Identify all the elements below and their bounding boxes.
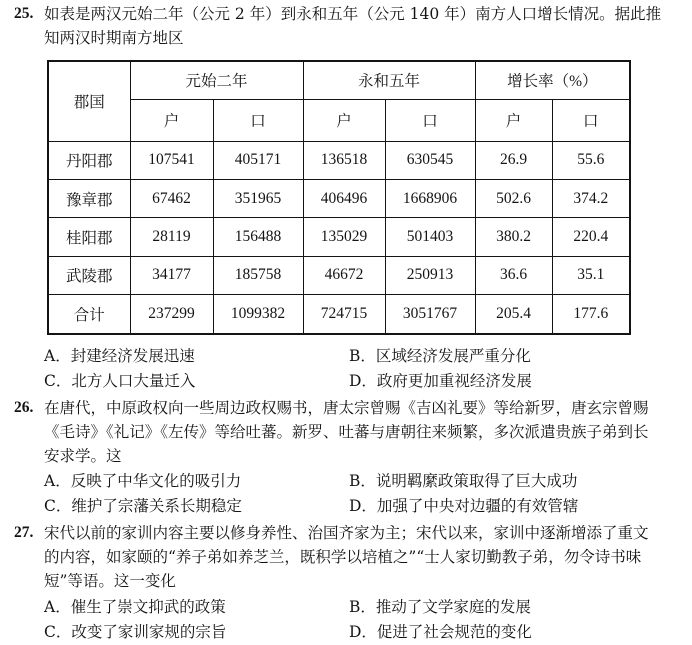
option-d[interactable]: D．加强了中央对边疆的有效管辖	[349, 497, 579, 515]
table-cell: 26.9	[475, 141, 552, 179]
table-cell: 136518	[303, 141, 385, 179]
table-cell: 丹阳郡	[48, 141, 130, 179]
question-number: 25.	[14, 5, 34, 22]
question-number: 26.	[14, 399, 34, 416]
table-cell: 374.2	[552, 179, 630, 217]
table-row	[48, 218, 630, 256]
header-group: 永和五年	[303, 61, 475, 99]
option-a[interactable]: A．封建经济发展迅速	[44, 347, 195, 365]
table-cell: 156488	[213, 218, 303, 256]
table-cell: 1668906	[385, 179, 475, 217]
header-prefecture: 郡国	[48, 61, 130, 141]
table-cell: 36.6	[475, 256, 552, 294]
table-cell: 501403	[385, 218, 475, 256]
table-cell: 35.1	[552, 256, 630, 294]
table-cell: 380.2	[475, 218, 552, 256]
table-cell: 185758	[213, 256, 303, 294]
table-cell: 34177	[130, 256, 213, 294]
table-cell: 豫章郡	[48, 179, 130, 217]
question-stem: 安求学。这	[44, 447, 122, 465]
header-group: 增长率（%）	[475, 61, 630, 99]
table-cell: 1099382	[213, 295, 303, 334]
table-row	[48, 141, 630, 179]
option-c[interactable]: C．维护了宗藩关系长期稳定	[44, 497, 242, 515]
table-cell: 724715	[303, 295, 385, 334]
table-cell: 351965	[213, 179, 303, 217]
table-cell: 177.6	[552, 295, 630, 334]
table-cell: 220.4	[552, 218, 630, 256]
header-group: 元始二年	[130, 61, 303, 99]
table-cell: 205.4	[475, 295, 552, 334]
table-cell: 135029	[303, 218, 385, 256]
question-stem: 如表是两汉元始二年（公元 2 年）到永和五年（公元 140 年）南方人口增长情况。据此推	[44, 5, 662, 23]
table-row	[48, 256, 630, 294]
question-number: 27.	[14, 524, 34, 541]
table-cell: 55.6	[552, 141, 630, 179]
table-cell: 250913	[385, 256, 475, 294]
header-sub: 口	[385, 99, 475, 141]
table-cell: 237299	[130, 295, 213, 334]
table-cell: 合计	[48, 295, 130, 334]
table-cell: 630545	[385, 141, 475, 179]
option-b[interactable]: B．区域经济发展严重分化	[349, 347, 531, 365]
option-c[interactable]: C．北方人口大量迁入	[44, 372, 196, 390]
table-cell: 107541	[130, 141, 213, 179]
table-cell: 502.6	[475, 179, 552, 217]
option-b[interactable]: B．推动了文学家庭的发展	[349, 598, 531, 616]
question-stem: 《毛诗》《礼记》《左传》等给吐蕃。新罗、吐蕃与唐朝往来频繁，多次派遣贵族子弟到长	[44, 423, 649, 441]
header-sub: 口	[552, 99, 630, 141]
table-cell: 武陵郡	[48, 256, 130, 294]
option-a[interactable]: A．反映了中华文化的吸引力	[44, 472, 242, 490]
table-cell: 28119	[130, 218, 213, 256]
population-table	[47, 60, 631, 335]
option-b[interactable]: B．说明羁縻政策取得了巨大成功	[349, 472, 578, 490]
option-a[interactable]: A．催生了崇文抑武的政策	[44, 598, 226, 616]
header-sub: 户	[475, 99, 552, 141]
table-cell: 桂阳郡	[48, 218, 130, 256]
option-c[interactable]: C．改变了家训家规的宗旨	[44, 623, 227, 641]
header-sub: 户	[303, 99, 385, 141]
table-cell: 3051767	[385, 295, 475, 334]
table-cell: 405171	[213, 141, 303, 179]
table-row-total	[48, 295, 630, 334]
question-stem: 知两汉时期南方地区	[44, 29, 184, 47]
question-stem: 宋代以前的家训内容主要以修身养性、治国齐家为主；宋代以来，家训中逐渐增添了重文	[44, 524, 649, 542]
question-stem: 的内容，如家颐的“养子弟如养芝兰，既积学以培植之”“士人家切勤教子弟，勿令诗书味	[44, 548, 642, 566]
option-d[interactable]: D．政府更加重视经济发展	[349, 372, 532, 390]
table-cell: 67462	[130, 179, 213, 217]
question-stem: 短”等语。这一变化	[44, 572, 176, 590]
question-stem: 在唐代，中原政权向一些周边政权赐书，唐太宗曾赐《吉凶礼要》等给新罗，唐玄宗曾赐	[44, 399, 649, 417]
header-sub: 口	[213, 99, 303, 141]
table-cell: 406496	[303, 179, 385, 217]
table-cell: 46672	[303, 256, 385, 294]
header-sub: 户	[130, 99, 213, 141]
option-d[interactable]: D．促进了社会规范的变化	[349, 623, 532, 641]
table-row	[48, 179, 630, 217]
